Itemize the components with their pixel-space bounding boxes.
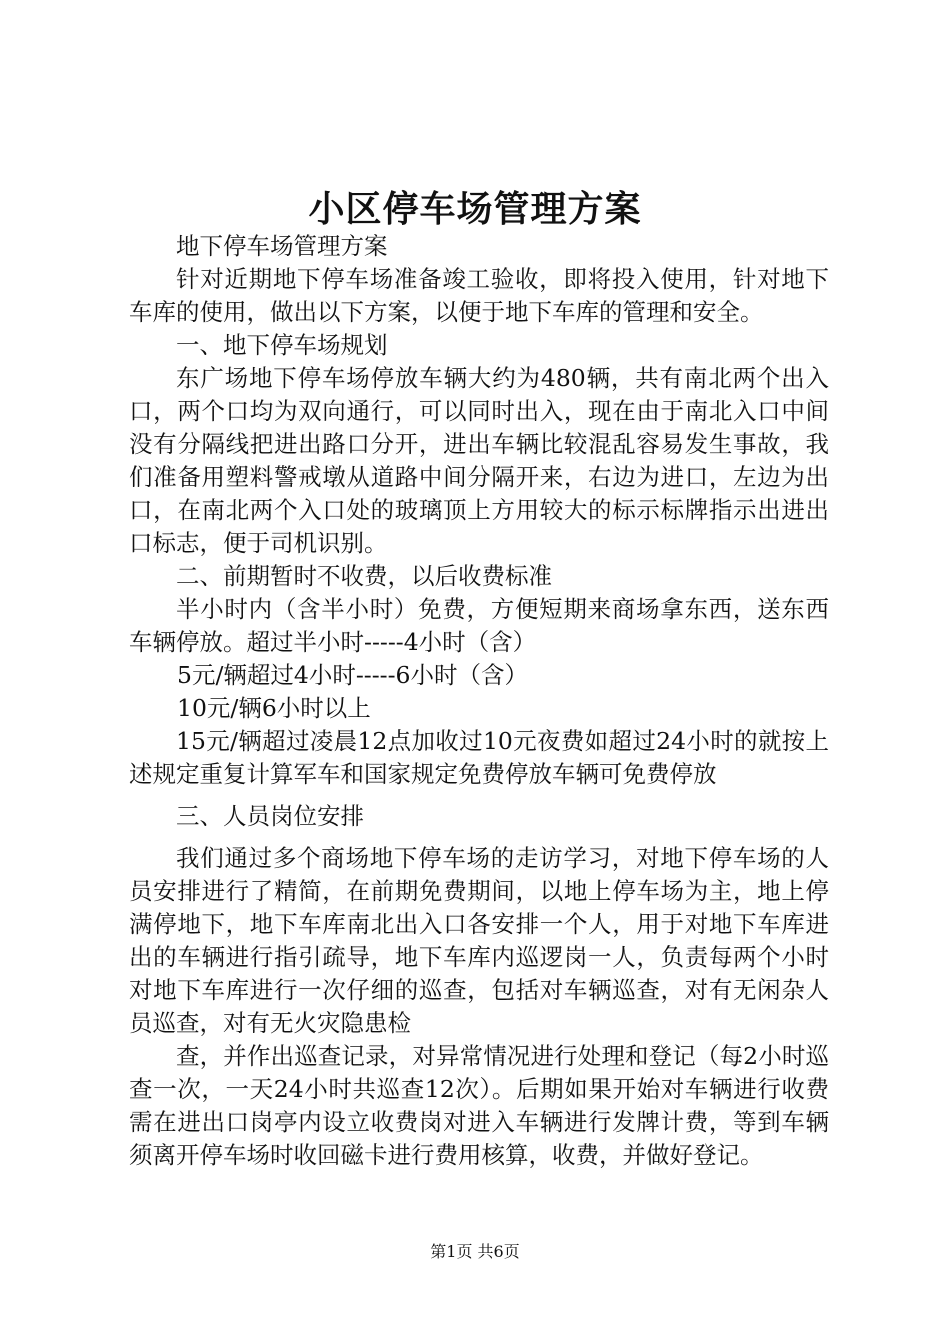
document-body xyxy=(129,230,829,1172)
paragraph-fee-6-hours: 10元/辆6小时以上 xyxy=(177,694,371,722)
paragraph-inspection: 查，并作出巡查记录，对异常情况进行处理和登记（每2小时巡查一次，一天24小时共巡查12次）。后期如果开始对车辆进行收费需在进出口岗亭内设立收费岗对进入车辆进行发牌计费，等到车辆须离开停车场时收回磁卡进行费用核算，收费，并做好登记。 xyxy=(129,1042,829,1169)
paragraph-staffing: 我们通过多个商场地下停车场的走访学习，对地下停车场的人员安排进行了精简，在前期免费期间，以地上停车场为主，地上停满停地下，地下车库南北出入口各安排一个人，用于对地下车库进出的车辆进行指引疏导，地下车库内巡逻岗一人，负责每两个小时对地下车库进行一次仔细的巡查，包括对车辆巡查，对有无闲杂人员巡查，对有无火灾隐患检 xyxy=(129,844,829,1037)
section-heading-fees: 二、前期暂时不收费，以后收费标准 xyxy=(176,562,552,590)
page-footer: 第1页 共6页 xyxy=(430,1242,520,1261)
paragraph-planning: 东广场地下停车场停放车辆大约为480辆，共有南北两个出入口，两个口均为双向通行，可以同时出入，现在由于南北入口中间没有分隔线把进出路口分开，进出车辆比较混乱容易发生事故，我们准备用塑料警戒墩从道路中间分隔开来，右边为进口，左边为出口，在南北两个入口处的玻璃顶上方用较大的标示标牌指示出进出口标志，便于司机识别。 xyxy=(129,364,829,557)
paragraph-subtitle: 地下停车场管理方案 xyxy=(176,232,388,260)
document-title: 小区停车场管理方案 xyxy=(308,188,642,230)
paragraph-fee-half-hour: 半小时内（含半小时）免费，方便短期来商场拿东西，送东西车辆停放。超过半小时-----4小时（含） xyxy=(129,595,829,656)
section-heading-planning: 一、地下停车场规划 xyxy=(176,331,388,359)
paragraph-fee-4-hours: 5元/辆超过4小时-----6小时（含） xyxy=(177,661,528,689)
section-heading-staffing: 三、人员岗位安排 xyxy=(176,802,364,830)
paragraph-fee-overnight: 15元/辆超过凌晨12点加收过10元夜费如超过24小时的就按上述规定重复计算军车和国家规定免费停放车辆可免费停放 xyxy=(129,727,829,788)
paragraph-intro: 针对近期地下停车场准备竣工验收，即将投入使用，针对地下车库的使用，做出以下方案，以便于地下车库的管理和安全。 xyxy=(129,265,829,326)
